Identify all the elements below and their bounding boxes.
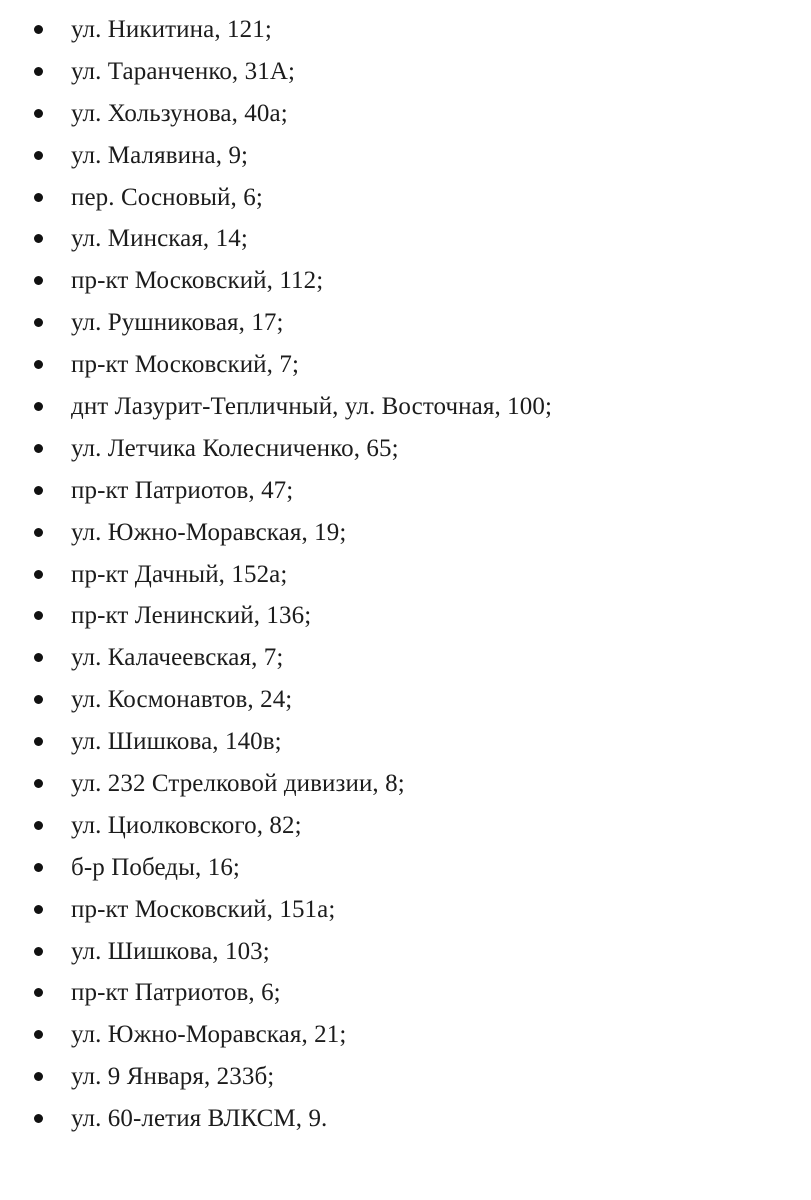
list-item [0, 470, 811, 512]
bullet-icon [34, 988, 43, 997]
list-item [0, 1098, 811, 1140]
bullet-icon [34, 193, 43, 202]
list-item-text: ул. 60-летия ВЛКСМ, 9. [71, 1105, 328, 1133]
bullet-icon [34, 905, 43, 914]
list-item-text: ул. Циолковского, 82; [71, 811, 302, 839]
bullet-icon [34, 570, 43, 579]
list-item-text: днт Лазурит-Тепличный, ул. Восточная, 100; [71, 393, 552, 421]
list-item-text: пр-кт Патриотов, 6; [71, 979, 281, 1007]
list-item [0, 721, 811, 763]
bullet-icon [34, 695, 43, 704]
bullet-icon [34, 151, 43, 160]
bullet-icon [34, 863, 43, 872]
list-item-text: ул. Шишкова, 140в; [71, 728, 282, 756]
list-item-text: б-р Победы, 16; [71, 853, 240, 881]
list-item-text: ул. Никитина, 121; [71, 16, 272, 43]
list-item [0, 679, 811, 721]
list-item [0, 554, 811, 596]
list-item [0, 512, 811, 554]
list-item [0, 805, 811, 847]
bullet-icon [34, 444, 43, 453]
bullet-icon [34, 821, 43, 830]
list-item [0, 1014, 811, 1056]
bullet-icon [34, 779, 43, 788]
list-item [0, 177, 811, 219]
list-item [0, 51, 811, 93]
bullet-icon [34, 234, 43, 243]
list-item [0, 972, 811, 1014]
list-item-text: ул. Космонавтов, 24; [71, 686, 293, 714]
list-item [0, 595, 811, 637]
bullet-icon [34, 486, 43, 495]
list-item [0, 889, 811, 931]
list-item [0, 847, 811, 889]
bullet-icon [34, 653, 43, 662]
list-item [0, 386, 811, 428]
list-item [0, 763, 811, 805]
bullet-icon [34, 1114, 43, 1123]
list-item [0, 302, 811, 344]
bullet-icon [34, 276, 43, 285]
list-item-text: пр-кт Ленинский, 136; [71, 602, 312, 630]
list-item [0, 931, 811, 973]
list-item-text: ул. 232 Стрелковой дивизии, 8; [71, 770, 405, 798]
bullet-icon [34, 1030, 43, 1039]
list-item-text: ул. Шишкова, 103; [71, 937, 270, 965]
list-item-text: ул. Рушниковая, 17; [71, 309, 284, 337]
list-item [0, 9, 811, 51]
list-item-text: ул. Летчика Колесниченко, 65; [71, 434, 399, 462]
list-item-text: ул. Южно-Моравская, 19; [71, 518, 347, 546]
bullet-icon [34, 402, 43, 411]
list-item-text: пр-кт Дачный, 152а; [71, 560, 288, 588]
list-item-text: пр-кт Московский, 7; [71, 351, 300, 379]
list-item-text: ул. Минская, 14; [71, 225, 248, 253]
list-item-text: ул. Хользунова, 40а; [71, 99, 288, 127]
bullet-icon [34, 737, 43, 746]
bullet-icon [34, 67, 43, 76]
bullet-icon [34, 1072, 43, 1081]
list-item-text: пер. Сосновый, 6; [71, 183, 263, 211]
list-item-text: ул. Таранченко, 31А; [71, 57, 296, 85]
list-item-text: пр-кт Патриотов, 47; [71, 476, 294, 504]
list-item-text: ул. Южно-Моравская, 21; [71, 1021, 347, 1049]
bullet-icon [34, 25, 43, 34]
list-item-text: пр-кт Московский, 151а; [71, 895, 336, 923]
list-item [0, 637, 811, 679]
list-item [0, 218, 811, 260]
list-item [0, 428, 811, 470]
address-list [0, 9, 811, 1140]
list-item-text: ул. 9 Января, 233б; [71, 1063, 275, 1091]
list-item [0, 1056, 811, 1098]
list-item-text: пр-кт Московский, 112; [71, 267, 324, 295]
list-item-text: ул. Калачеевская, 7; [71, 644, 284, 672]
bullet-icon [34, 109, 43, 118]
bullet-icon [34, 611, 43, 620]
bullet-icon [34, 360, 43, 369]
list-item-text: ул. Малявина, 9; [71, 141, 249, 169]
list-item [0, 93, 811, 135]
list-item [0, 344, 811, 386]
bullet-icon [34, 318, 43, 327]
list-item [0, 135, 811, 177]
bullet-icon [34, 528, 43, 537]
list-item [0, 260, 811, 302]
bullet-icon [34, 947, 43, 956]
